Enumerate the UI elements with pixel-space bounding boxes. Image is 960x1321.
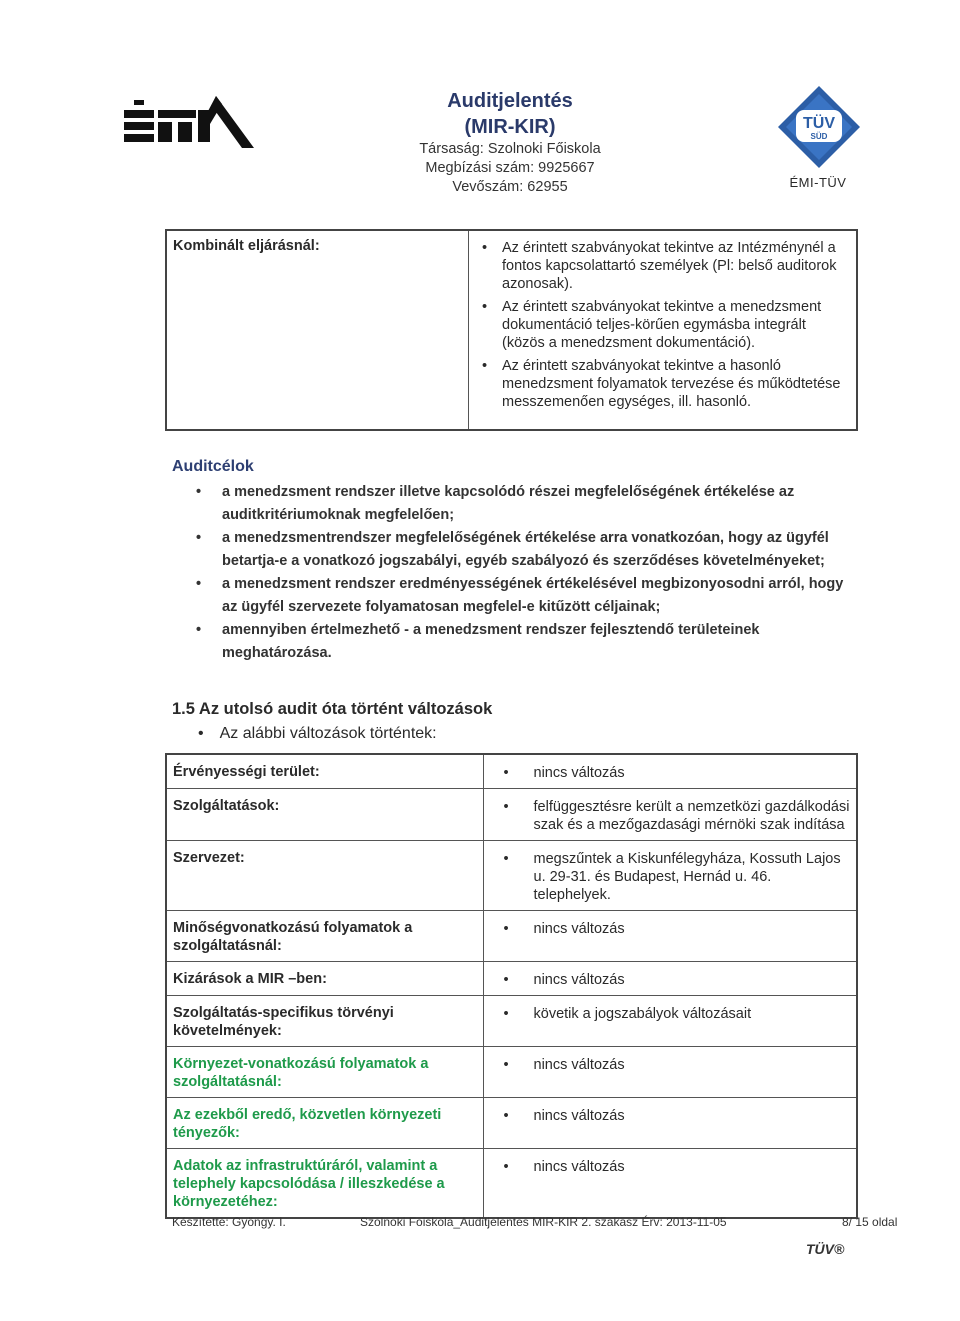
bullet-icon: • bbox=[503, 972, 509, 988]
row-label: Szervezet: bbox=[167, 841, 483, 911]
goals-list bbox=[190, 481, 850, 665]
goals-title: Auditcélok bbox=[172, 458, 254, 475]
bullet-icon: • bbox=[196, 576, 202, 592]
row-value: • felfüggesztésre került a nemzetközi gazdálkodási szak és a mezőgazdasági mérnöki szak indítása bbox=[483, 789, 856, 841]
tuv-logo bbox=[776, 84, 862, 170]
company-line: Társaság: Szolnoki Főiskola bbox=[419, 141, 601, 157]
table-row bbox=[167, 1047, 856, 1098]
bullet-icon: • bbox=[503, 799, 509, 815]
row-label: Az ezekből eredő, közvetlen környezeti tényezők: bbox=[167, 1098, 483, 1149]
list-item: • a menedzsment rendszer illetve kapcsolódó részei megfelelőségének értékelése az auditkritériumoknak megfelelően; bbox=[190, 481, 850, 526]
row-label: Érvényességi terület: bbox=[167, 755, 483, 789]
bullet-icon: • bbox=[196, 484, 202, 500]
order-number: Megbízási szám: 9925667 bbox=[425, 160, 595, 176]
bullet-icon: • bbox=[503, 1159, 509, 1175]
combined-label: Kombinált eljárásnál: bbox=[167, 231, 469, 429]
changes-intro: • Az alábbi változások történtek: bbox=[198, 725, 437, 742]
svg-text:TÜV: TÜV bbox=[803, 115, 835, 132]
bullet-icon: • bbox=[482, 358, 488, 374]
row-label: Szolgáltatás-specifikus törvényi követelmények: bbox=[167, 996, 483, 1047]
row-value: • nincs változás bbox=[483, 1047, 856, 1098]
bullet-icon: • bbox=[503, 851, 509, 867]
footer-author: Készítette: Gyöngy. I. bbox=[172, 1215, 286, 1229]
table-row bbox=[167, 1098, 856, 1149]
bullet-icon: • bbox=[482, 299, 488, 315]
row-label: Környezet-vonatkozású folyamatok a szolgáltatásnál: bbox=[167, 1047, 483, 1098]
report-subtitle: (MIR-KIR) bbox=[464, 116, 556, 138]
bullet-icon: • bbox=[503, 1057, 509, 1073]
list-item: • amennyiben értelmezhető - a menedzsment rendszer fejlesztendő területeinek meghatározása. bbox=[190, 619, 850, 664]
bullet-icon: • bbox=[196, 622, 202, 638]
table-row bbox=[167, 1149, 856, 1218]
customer-number: Vevőszám: 62955 bbox=[452, 179, 568, 195]
row-label: Minőségvonatkozású folyamatok a szolgáltatásnál: bbox=[167, 911, 483, 962]
row-label: Adatok az infrastruktúráról, valamint a telephely kapcsolódása / illeszkedése a környezetéhez: bbox=[167, 1149, 483, 1218]
row-label: Szolgáltatások: bbox=[167, 789, 483, 841]
table-row bbox=[167, 755, 856, 789]
bullet-icon: • bbox=[196, 530, 202, 546]
row-value: • nincs változás bbox=[483, 962, 856, 996]
tuv-caption: ÉMI-TÜV bbox=[789, 175, 847, 190]
row-value: • nincs változás bbox=[483, 911, 856, 962]
row-value: • nincs változás bbox=[503, 1159, 625, 1175]
list-item: • Az érintett szabványokat tekintve a menedzsment dokumentáció teljes-körűen egymásba integrált (közös a menedzsment dokumentáció). bbox=[482, 299, 822, 351]
bullet-icon: • bbox=[503, 1006, 509, 1022]
bullet-icon: • bbox=[503, 765, 509, 781]
emi-logo bbox=[124, 88, 256, 152]
row-value: • követik a jogszabályok változásait bbox=[483, 996, 856, 1047]
report-header bbox=[380, 88, 640, 197]
row-label: Kizárások a MIR –ben: bbox=[167, 962, 483, 996]
row-value: • nincs változás bbox=[483, 1098, 856, 1149]
table-row bbox=[167, 841, 856, 911]
footer-page-number: 8/ 15 oldal bbox=[842, 1215, 898, 1229]
row-value: • nincs változás bbox=[483, 755, 856, 789]
list-item: • Az érintett szabványokat tekintve a hasonló menedzsment folyamatok tervezése és működtetése messzemenően egységes, ill. hasonló. bbox=[482, 358, 841, 410]
table-row bbox=[167, 996, 856, 1047]
bullet-icon: • bbox=[503, 1108, 509, 1124]
table-row bbox=[167, 962, 856, 996]
bullet-icon: • bbox=[482, 240, 488, 256]
svg-text:SÜD: SÜD bbox=[810, 132, 828, 141]
list-item: • Az érintett szabványokat tekintve az Intézménynél a fontos kapcsolattartó személyek (Pl: belső auditorok azonosak). bbox=[482, 240, 837, 292]
changes-section-title: 1.5 Az utolsó audit óta történt változások bbox=[172, 700, 493, 718]
changes-table bbox=[165, 753, 858, 1219]
bullet-icon: • bbox=[198, 725, 204, 742]
table-row bbox=[167, 911, 856, 962]
row-value: • megszűntek a Kiskunfélegyháza, Kossuth Lajos u. 29-31. és Budapest, Hernád u. 46. telephelyek. bbox=[483, 841, 856, 911]
footer-document: Szolnoki Foiskola_Auditjelentes MIR-KIR 2. szakasz Érv: 2013-11-05 bbox=[360, 1215, 727, 1229]
table-row bbox=[167, 789, 856, 841]
list-item: • a menedzsment rendszer eredményességének értékelésével megbizonyosodni arról, hogy az ügyfél szervezete folyamatosan megfelel-e kitűzött céljainak; bbox=[190, 573, 850, 618]
bullet-icon: • bbox=[503, 921, 509, 937]
combined-procedure-table bbox=[165, 229, 858, 431]
combined-list bbox=[470, 231, 856, 416]
footer-tuv-mark: TÜV® bbox=[806, 1241, 845, 1257]
list-item: • a menedzsmentrendszer megfelelőségének értékelése arra vonatkozóan, hogy az ügyfél betartja-e a vonatkozó jogszabályi, egyéb szabályozó és szerződéses követelményeket; bbox=[190, 527, 850, 572]
report-title: Auditjelentés bbox=[447, 90, 573, 112]
